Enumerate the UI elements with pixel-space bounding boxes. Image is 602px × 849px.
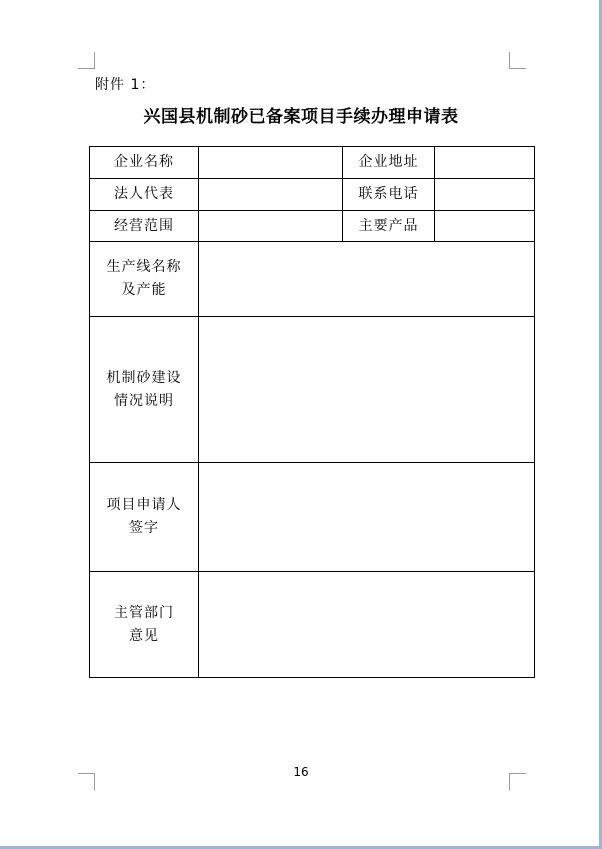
label-applicant-2: 签字 <box>129 520 159 536</box>
table-row-authority <box>90 572 535 678</box>
field-applicant-signature[interactable] <box>199 463 535 572</box>
label-business-scope: 经营范围 <box>90 211 199 242</box>
application-form-table <box>89 146 535 678</box>
label-legal-representative: 法人代表 <box>90 179 199 211</box>
label-production-line-2: 及产能 <box>121 282 167 298</box>
field-main-products[interactable] <box>435 211 535 242</box>
label-construction <box>90 317 199 463</box>
document-title: 兴国县机制砂已备案项目手续办理申请表 <box>143 107 459 127</box>
label-production-line-1: 生产线名称 <box>106 259 182 275</box>
label-main-products: 主要产品 <box>343 211 435 242</box>
label-production-line <box>90 242 199 317</box>
field-company-name[interactable] <box>199 147 343 179</box>
label-company-name: 企业名称 <box>90 147 199 179</box>
attachment-label: 附件 1： <box>95 77 156 93</box>
label-construction-2: 情况说明 <box>114 392 174 409</box>
field-production-line[interactable] <box>199 242 535 317</box>
crop-mark-top-left <box>78 52 95 69</box>
table-row-production-line <box>90 242 535 317</box>
table-row-applicant <box>90 463 535 572</box>
label-applicant <box>90 463 199 572</box>
label-company-address: 企业地址 <box>343 147 435 179</box>
field-authority-opinion[interactable] <box>199 572 535 678</box>
field-contact-phone[interactable] <box>435 179 535 211</box>
table-row-construction <box>90 317 535 463</box>
table-row-legal <box>90 179 535 211</box>
label-construction-1: 机制砂建设 <box>106 369 182 386</box>
label-authority <box>90 572 199 678</box>
page-number: 16 <box>293 765 309 779</box>
field-legal-representative[interactable] <box>199 179 343 211</box>
crop-mark-top-right <box>509 52 526 69</box>
label-authority-1: 主管部门 <box>114 604 174 621</box>
field-business-scope[interactable] <box>199 211 343 242</box>
table-row-company <box>90 147 535 179</box>
label-authority-2: 意见 <box>129 627 159 644</box>
table-row-scope <box>90 211 535 242</box>
label-contact-phone: 联系电话 <box>343 179 435 211</box>
label-applicant-1: 项目申请人 <box>106 497 182 513</box>
field-construction[interactable] <box>199 317 535 463</box>
field-company-address[interactable] <box>435 147 535 179</box>
